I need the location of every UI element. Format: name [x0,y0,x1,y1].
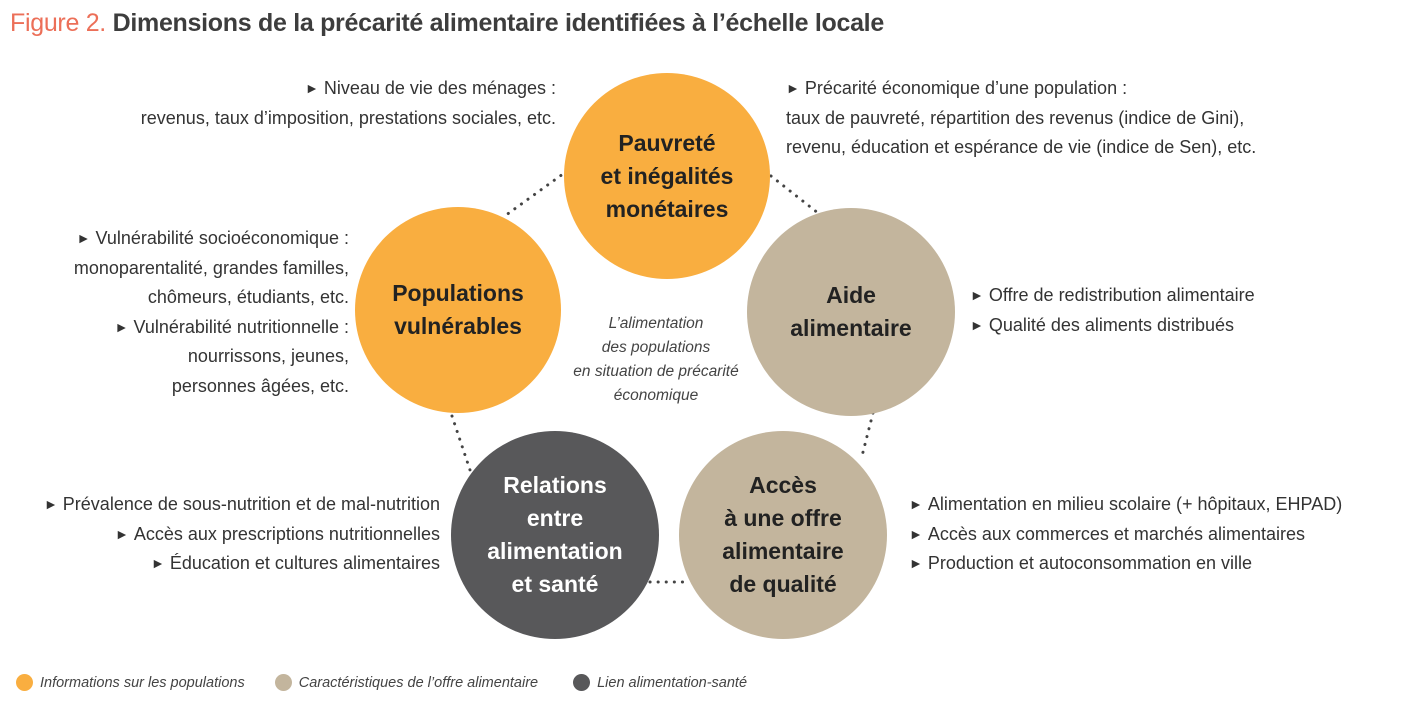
center-caption-line: des populations [601,339,711,356]
legend-label: Caractéristiques de l’offre alimentaire [298,674,539,691]
circle-label: vulnérables [394,313,522,339]
desc-text: revenu, éducation et espérance de vie (indice de Sen), etc. [786,137,1257,157]
figure-title-text: Dimensions de la précarité alimentaire identifiées à l’échelle locale [112,9,884,37]
legend-swatch-beige [275,674,292,691]
bullet-arrow-icon: ► [970,316,984,333]
desc-populations-vulnerables [74,224,349,401]
bullet-arrow-icon: ► [43,496,58,512]
circle-label: et inégalités [600,162,734,189]
desc-pauvrete-right [786,74,1256,163]
bullet-arrow-icon: ► [305,80,319,96]
desc-row [74,313,349,343]
desc-text: Accès aux commerces et marchés alimentaires [927,523,1305,544]
desc-text: taux de pauvreté, répartition des revenus (indice de Gini), [786,107,1245,128]
bullet-arrow-icon: ► [909,555,923,571]
bullet-arrow-icon: ► [970,287,984,303]
desc-text: chômeurs, étudiants, etc. [147,287,349,307]
bullet-arrow-icon: ► [786,80,800,96]
desc-text: nourrissons, jeunes, [187,346,349,366]
circle-label: alimentaire [790,315,912,341]
legend [16,674,747,691]
desc-row [74,283,349,313]
desc-pauvrete-left [141,74,556,133]
legend-item-offre [275,674,538,691]
bullet-arrow-icon: ► [909,496,923,512]
desc-row [141,74,556,104]
circle-label: et santé [511,571,599,597]
circle-label: de qualité [729,571,837,597]
desc-row [909,520,1342,550]
desc-text: Prévalence de sous-nutrition et de mal-nutrition [62,494,440,514]
circle-populations-vulnerables [355,207,561,413]
circle-label: Pauvreté [618,129,716,156]
desc-text: monoparentalité, grandes familles, [73,257,349,278]
circle-label: Relations [503,472,607,498]
circle-label: Aide [826,282,876,308]
circle-acces-offre-qualite [679,431,887,639]
desc-row [141,104,556,134]
legend-item-sante [573,674,747,691]
desc-relations-sante [44,490,440,579]
desc-row [970,281,1255,311]
desc-text: Accès aux prescriptions nutritionnelles [133,523,440,544]
legend-label: Lien alimentation-santé [597,674,748,691]
circle-label: Accès [749,472,817,498]
desc-text: Niveau de vie des ménages : [323,78,556,98]
desc-row [74,342,349,372]
desc-text: Éducation et cultures alimentaires [169,553,440,573]
connector-aide-acces [862,413,873,456]
legend-item-populations [16,674,245,691]
center-caption-line: L’alimentation [608,315,704,332]
bullet-arrow-icon: ► [909,525,923,542]
connector-pauvrete-aide [771,176,818,213]
desc-acces-offre [909,490,1342,579]
desc-aide-alimentaire [970,281,1255,340]
legend-swatch-orange [16,674,33,691]
desc-text: Précarité économique d’une population : [804,78,1128,98]
figure-label: Figure 2. [10,9,106,37]
desc-text: Alimentation en milieu scolaire (+ hôpitaux, EHPAD) [927,494,1343,514]
circle-label: entre [526,505,584,531]
desc-row [786,74,1256,104]
center-caption [556,312,756,408]
desc-row [786,133,1256,163]
desc-text: Vulnérabilité socioéconomique : [95,228,349,248]
desc-text: Production et autoconsommation en ville [927,553,1253,573]
connector-populations-relations [452,416,470,470]
center-caption-line: en situation de précarité [573,363,739,380]
circle-label: monétaires [605,195,729,222]
bullet-arrow-icon: ► [114,318,129,335]
desc-row [44,490,440,520]
desc-row [44,549,440,579]
desc-row [74,224,349,254]
desc-row [909,490,1342,520]
desc-text: Qualité des aliments distribués [988,314,1234,335]
desc-row [74,254,349,284]
center-caption-line: économique [613,387,699,404]
circle-aide-alimentaire [747,208,955,416]
circle-label: à une offre [724,505,842,531]
desc-text: revenus, taux d’imposition, prestations sociales, etc. [140,107,556,128]
bullet-arrow-icon: ► [76,230,91,246]
desc-row [970,311,1255,341]
circle-label: alimentation [487,538,623,564]
bullet-arrow-icon: ► [114,525,129,542]
legend-swatch-dark [573,674,590,691]
desc-text: Offre de redistribution alimentaire [988,285,1255,305]
circle-relations-alimentation-sante [451,431,659,639]
desc-row [786,104,1256,134]
bullet-arrow-icon: ► [151,555,165,571]
desc-row [909,549,1342,579]
desc-text: Vulnérabilité nutritionnelle : [133,316,349,337]
desc-row [44,520,440,550]
circle-label: alimentaire [722,538,844,564]
circle-pauvrete-inegalites [564,73,770,279]
desc-text: personnes âgées, etc. [171,375,349,396]
circle-label: Populations [392,280,524,306]
legend-label: Informations sur les populations [40,674,245,691]
desc-row [74,372,349,402]
